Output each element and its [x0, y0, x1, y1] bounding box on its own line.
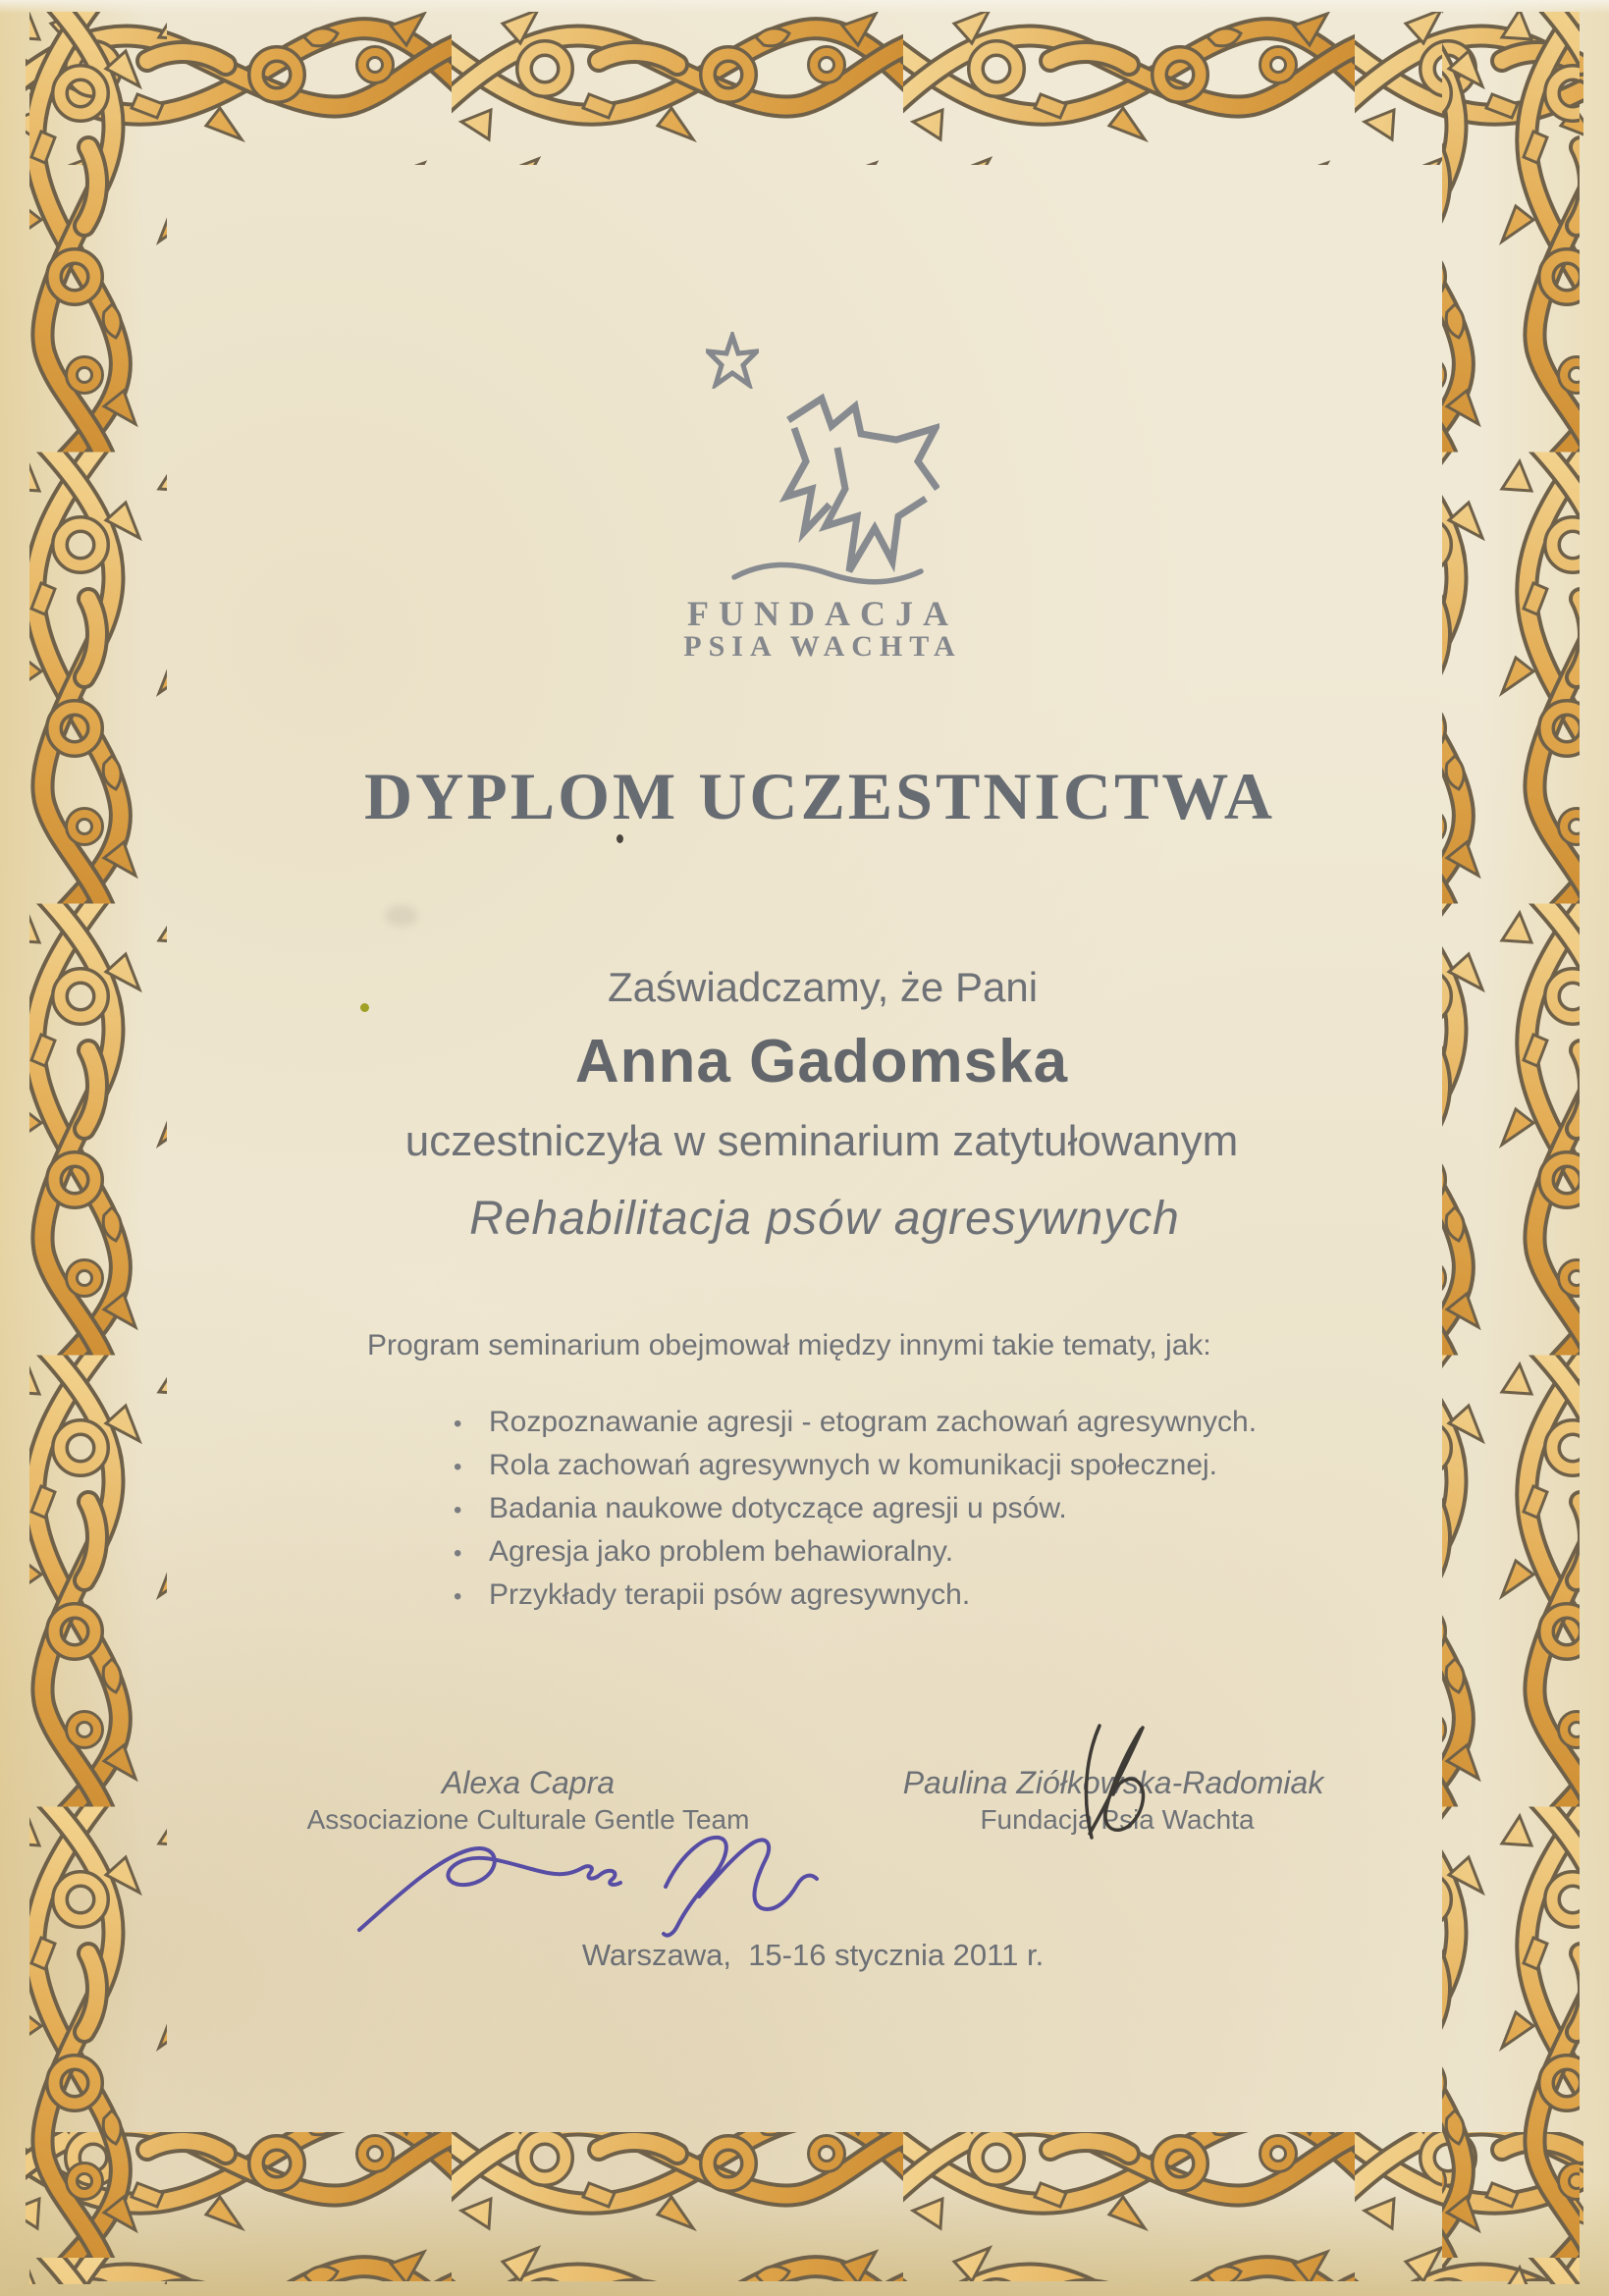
topic-text: Badania naukowe dotyczące agresji u psów. [489, 1492, 1067, 1524]
handwritten-signature-blue [353, 1824, 825, 1942]
signatory-right-name: Paulina Ziółkowska-Radomiak [902, 1765, 1324, 1800]
topic-text: Przykłady terapii psów agresywnych. [489, 1578, 971, 1611]
wave-icon [729, 558, 926, 589]
logo-org-line2: PSIA WACHTA [683, 630, 962, 663]
signatory-left-name: Alexa Capra [441, 1765, 616, 1800]
bullet-icon: • [454, 1411, 462, 1437]
bullet-icon: • [454, 1497, 462, 1523]
signatory-left-organization: Associazione Culturale Gentle Team [306, 1804, 750, 1835]
list-item [454, 1535, 1257, 1578]
list-item [454, 1449, 1257, 1492]
list-item [454, 1578, 1257, 1622]
topic-text: Rozpoznawanie agresji - etogram zachowań agresywnych. [489, 1406, 1258, 1438]
logo-org-line1: FUNDACJA [687, 594, 958, 633]
seminar-title: Rehabilitacja psów agresywnych [469, 1193, 1180, 1245]
topic-text: Agresja jako problem behawioralny. [489, 1535, 954, 1568]
recipient-name: Anna Gadomska [574, 1028, 1069, 1095]
bullet-icon: • [454, 1454, 462, 1480]
scan-smudge [385, 905, 418, 927]
leaping-dog-icon [743, 379, 939, 585]
list-item [454, 1492, 1257, 1535]
bullet-icon: • [454, 1583, 462, 1610]
bullet-icon: • [454, 1540, 462, 1567]
handwritten-signature-black [1052, 1716, 1185, 1843]
place-date-line: Warszawa, 15-16 stycznia 2011 r. [581, 1938, 1045, 1972]
certificate-title: DYPLOM UCZESTNICTWA [364, 759, 1275, 833]
topics-list [454, 1406, 1257, 1622]
participation-line: uczestniczyła w seminarium zatytułowanym [404, 1117, 1239, 1165]
list-item [454, 1406, 1257, 1449]
scan-speck-green [360, 1003, 369, 1012]
program-intro: Program seminarium obejmował między innymi takie tematy, jak: [367, 1329, 1211, 1362]
topic-text: Rola zachowań agresywnych w komunikacji społecznej. [489, 1449, 1218, 1481]
scan-speck-dark [617, 834, 623, 843]
intro-line: Zaświadczamy, że Pani [607, 964, 1039, 1010]
signatory-right-organization: Fundacja Psia Wachta [980, 1804, 1255, 1835]
